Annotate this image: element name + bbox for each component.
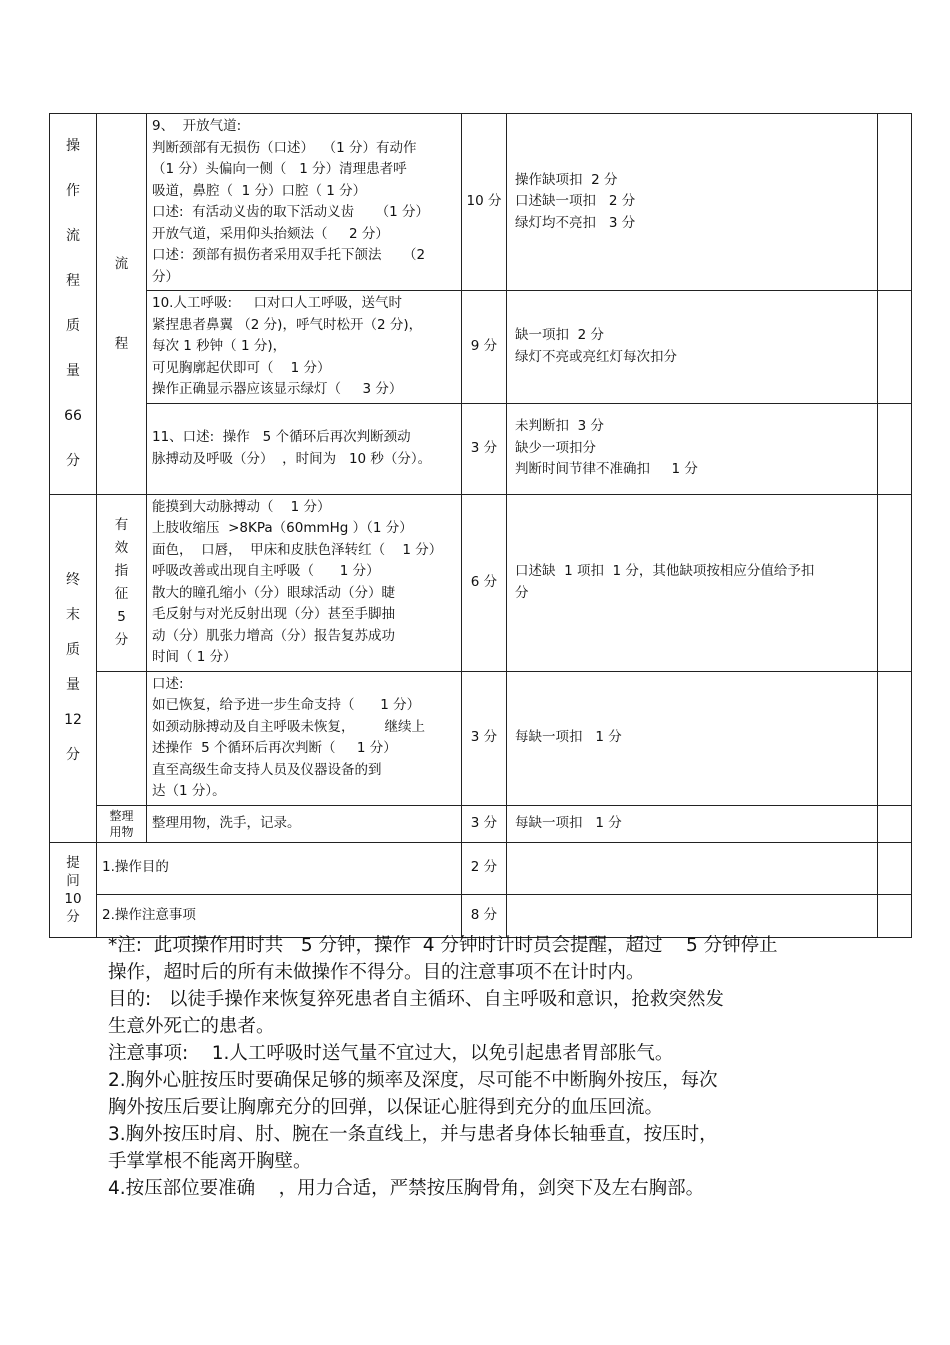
table-row: [50, 291, 912, 404]
table-row: [50, 805, 912, 842]
table-row: [50, 114, 912, 291]
blank-cell: [878, 842, 912, 894]
blank-cell: [878, 671, 912, 805]
note-line: 目的: 以徒手操作来恢复猝死患者自主循环、自主呼吸和意识，抢救突然发: [108, 989, 724, 1010]
deduction-cell: [507, 894, 878, 937]
blank-subsection-cell: [97, 671, 147, 805]
score-cell: 10 分: [462, 114, 507, 291]
table-row: [50, 894, 912, 937]
note-line: 手掌掌根不能离开胸壁。: [108, 1151, 312, 1172]
section-final-quality: 终 末 质 量 12 分: [50, 494, 97, 842]
score-cell: 3 分: [462, 805, 507, 842]
score-cell: 3 分: [462, 671, 507, 805]
deduction-cell: 未判断扣 3 分 缺少一项扣分 判断时间节律不准确扣 1 分: [507, 403, 878, 494]
score-cell: 3 分: [462, 403, 507, 494]
subsection-flow: 流 程: [97, 114, 147, 495]
content-cell: 口述: 如已恢复，给予进一步生命支持（ 1 分） 如颈动脉搏动及自主呼吸未恢复， 继续上 述操作 5 个循环后再次判断（ 1 分） 直至高级生命支持人员及仪器设备的到 达（1 分）。: [147, 671, 462, 805]
note-line: 4.按压部位要准确 ，用力合适，严禁按压胸骨角，剑突下及左右胸部。: [108, 1178, 705, 1199]
question-cell: 2.操作注意事项: [97, 894, 462, 937]
scoring-table: [49, 113, 912, 938]
note-line: 2.胸外心脏按压时要确保足够的频率及深度，尽可能不中断胸外按压，每次: [108, 1070, 718, 1091]
blank-cell: [878, 114, 912, 291]
blank-cell: [878, 894, 912, 937]
table-row: [50, 671, 912, 805]
section-operation-quality: 操 作 流 程 质 量 66 分: [50, 114, 97, 495]
question-cell: 1.操作目的: [97, 842, 462, 894]
table-row: [50, 403, 912, 494]
content-cell: 11、口述: 操作 5 个循环后再次判断颈动 脉搏动及呼吸（分） ，时间为 10 秒（分）。: [147, 403, 462, 494]
table-row: [50, 494, 912, 671]
deduction-cell: 每缺一项扣 1 分: [507, 671, 878, 805]
note-line: 生意外死亡的患者。: [108, 1016, 275, 1037]
note-line: *注: 此项操作用时共 5 分钟，操作 4 分钟时计时员会提醒，超过 5 分钟停止: [108, 935, 778, 956]
deduction-cell: 口述缺 1 项扣 1 分，其他缺项按相应分值给予扣 分: [507, 494, 878, 671]
deduction-cell: [507, 842, 878, 894]
score-cell: 2 分: [462, 842, 507, 894]
deduction-cell: 缺一项扣 2 分 绿灯不亮或亮红灯每次扣分: [507, 291, 878, 404]
note-line: 胸外按压后要让胸廓充分的回弹，以保证心脏得到充分的血压回流。: [108, 1097, 664, 1118]
blank-cell: [878, 805, 912, 842]
notes-section: [108, 932, 888, 1202]
note-line: 3.胸外按压时肩、肘、腕在一条直线上，并与患者身体长轴垂直，按压时，: [108, 1124, 718, 1145]
deduction-cell: 操作缺项扣 2 分 口述缺一项扣 2 分 绿灯均不亮扣 3 分: [507, 114, 878, 291]
content-cell: 能摸到大动脉搏动（ 1 分） 上肢收缩压 >8KPa（60mmHg ）（1 分） 面色， 口唇， 甲床和皮肤色泽转红（ 1 分） 呼吸改善或出现自主呼吸（ 1 分） 散大的瞳孔缩小（分）眼球活动（分）睫 毛反射与对光反射出现（分）甚至手脚抽 动（分）肌张力增高（分）报告复苏成功 时间（ 1 分）: [147, 494, 462, 671]
note-line: 注意事项: 1.人工呼吸时送气量不宜过大，以免引起患者胃部胀气。: [108, 1043, 674, 1064]
score-cell: 6 分: [462, 494, 507, 671]
subsection-effective-signs: 有 效 指 征 5 分: [97, 494, 147, 671]
content-cell: 10.人工呼吸: 口对口人工呼吸，送气时 紧捏患者鼻翼 （2 分)，呼气时松开（2 分)， 每次 1 秒钟（ 1 分)， 可见胸廓起伏即可（ 1 分） 操作正确显示器应该显示绿灯（ 3 分）: [147, 291, 462, 404]
score-cell: 8 分: [462, 894, 507, 937]
content-cell: 整理用物，洗手，记录。: [147, 805, 462, 842]
content-cell: 9、 开放气道: 判断颈部有无损伤（口述） （1 分）有动作 （1 分）头偏向一侧（ 1 分）清理患者呼 吸道，鼻腔（ 1 分）口腔（ 1 分） 口述: 有活动义齿的取下活动义齿 （1 分） 开放气道，采用仰头抬颏法（ 2 分） 口述：颈部有损伤者采用双手托下颌法 （2 分）: [147, 114, 462, 291]
subsection-tidy: 整理 用物: [97, 805, 147, 842]
blank-cell: [878, 291, 912, 404]
note-line: 操作，超时后的所有未做操作不得分。目的注意事项不在计时内。: [108, 962, 645, 983]
table-row: [50, 842, 912, 894]
blank-cell: [878, 494, 912, 671]
score-cell: 9 分: [462, 291, 507, 404]
blank-cell: [878, 403, 912, 494]
deduction-cell: 每缺一项扣 1 分: [507, 805, 878, 842]
section-questions: 提 问 10 分: [50, 842, 97, 937]
